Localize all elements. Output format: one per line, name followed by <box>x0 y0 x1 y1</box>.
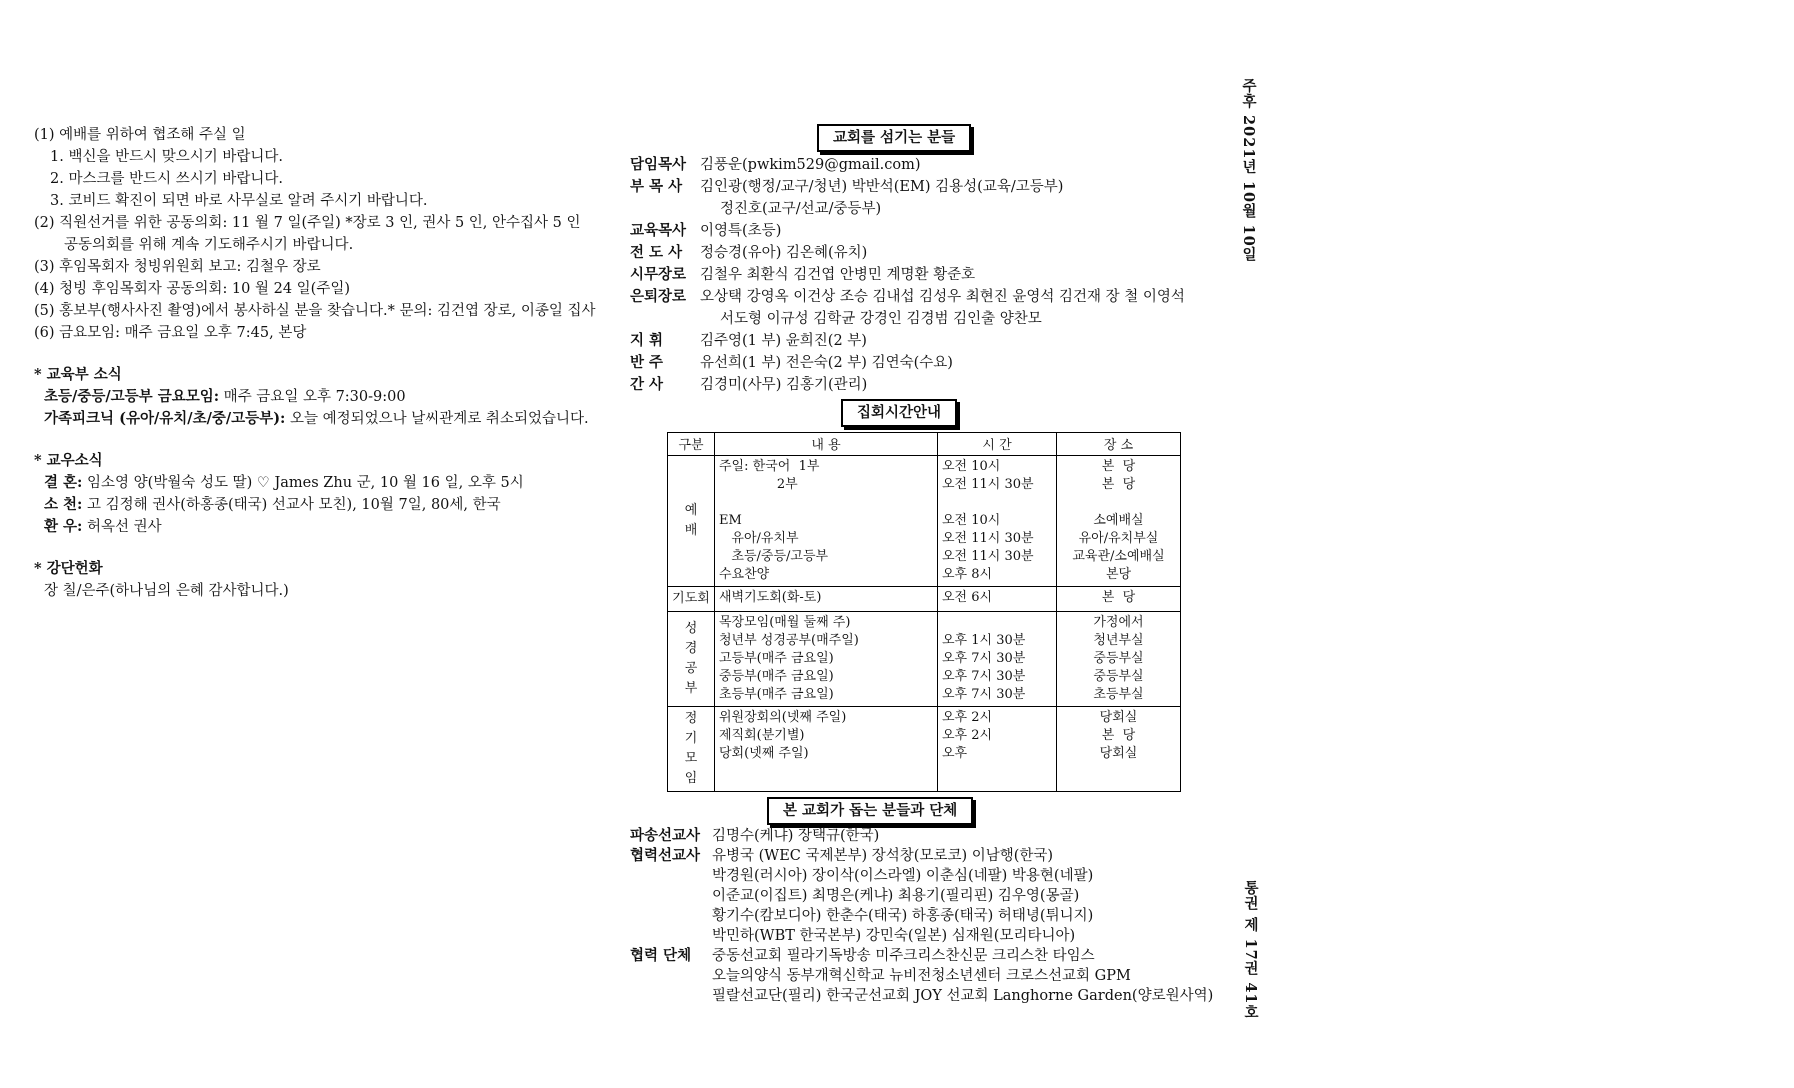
education-item-text: 매주 금요일 오후 7:30-9:00 <box>219 389 406 405</box>
schedule-row <box>668 456 1181 587</box>
notice-item: (3) 후임목회자 청빙위원회 보고: 김철우 장로 <box>34 259 321 275</box>
schedule-row <box>668 587 1181 612</box>
schedule-category-label: 예 배 <box>684 503 698 538</box>
schedule-place: 본 당 <box>1101 477 1136 492</box>
schedule-time: 오후 <box>942 746 968 761</box>
bulletin-date: 주후 2021년 10월 10일 <box>1240 78 1257 263</box>
member-news-item <box>34 472 634 494</box>
header-category: 구분 <box>668 433 715 456</box>
notice-item: (1) 예배를 위하여 협조해 주실 일 <box>34 127 246 143</box>
mission-row <box>630 946 1230 966</box>
member-news-item-label: 환 우: <box>44 518 83 535</box>
member-news-item-text: 고 김정해 권사(하홍종(태국) 선교사 모친), 10월 7일, 80세, 한국 <box>82 497 501 513</box>
schedule-row <box>668 707 1181 792</box>
notice-item: 1. 백신을 반드시 맞으시기 바랍니다. <box>50 149 283 165</box>
schedule-content: 중등부(매주 금요일) <box>719 669 834 684</box>
notice-item: 2. 마스크를 반드시 쓰시기 바랍니다. <box>50 171 283 187</box>
header-place: 장 소 <box>1057 433 1181 456</box>
altar-heading: * 강단헌화 <box>34 560 103 577</box>
schedule-category <box>668 612 715 707</box>
mission-category: 협력선교사 <box>630 847 701 864</box>
mission-names: 필랄선교단(필리) 한국군선교회 JOY 선교회 Langhorne Garden(양로원사역) <box>712 988 1214 1004</box>
mission-row <box>630 826 1230 846</box>
schedule-content: 제직회(분기별) <box>719 728 805 743</box>
schedule-row <box>668 612 1181 707</box>
schedule-time <box>942 494 1052 512</box>
schedule-content-cell <box>715 707 938 792</box>
mission-row <box>630 846 1230 866</box>
schedule-content: 수요찬양 <box>719 567 770 582</box>
staff-role: 담임목사 <box>630 156 687 173</box>
altar-flowers: 장 칠/은주(하나님의 은혜 감사합니다.) <box>44 583 289 599</box>
notice-item: 3. 코비드 확진이 되면 바로 사무실로 알려 주시기 바랍니다. <box>50 193 428 209</box>
schedule-content: 위원장회의(넷째 주일) <box>719 710 847 725</box>
mission-names: 박민하(WBT 한국본부) 강민숙(일본) 심재원(모리타니아) <box>712 928 1076 944</box>
mission-names: 박경원(러시아) 장이삭(이스라엘) 이춘심(네팔) 박용현(네팔) <box>712 868 1094 884</box>
schedule-place: 중등부실 <box>1093 651 1144 666</box>
staff-names: 유선희(1 부) 전은숙(2 부) 김연숙(수요) <box>700 355 953 371</box>
schedule-content: 새벽기도회(화-토) <box>719 590 822 605</box>
schedule-place: 청년부실 <box>1093 633 1144 648</box>
staff-names: 정진호(교구/선교/중등부) <box>720 201 882 217</box>
staff-section-title: 교회를 섬기는 분들 <box>817 124 971 152</box>
schedule-time-cell <box>938 587 1057 612</box>
staff-role: 부 목 사 <box>630 178 683 195</box>
schedule-place: 초등부실 <box>1093 687 1144 702</box>
member-news-item-label: 소 천: <box>44 496 83 513</box>
schedule-content: 유아/유치부 <box>719 531 799 546</box>
schedule-content: 2부 <box>719 477 798 492</box>
schedule-time: 오전 11시 30분 <box>942 477 1034 492</box>
staff-role: 교육목사 <box>630 222 687 239</box>
schedule-place: 본 당 <box>1101 459 1136 474</box>
schedule-content: 고등부(매주 금요일) <box>719 651 834 666</box>
schedule-content-cell <box>715 612 938 707</box>
schedule-time: 오후 7시 30분 <box>942 669 1026 684</box>
member-news-item <box>34 516 634 538</box>
schedule-table <box>667 432 1181 792</box>
education-item-label: 초등/중등/고등부 금요모임: <box>44 388 220 405</box>
schedule-content: 초등/중등/고등부 <box>719 549 829 564</box>
schedule-time: 오전 11시 30분 <box>942 549 1034 564</box>
schedule-time-cell <box>938 707 1057 792</box>
education-item-label: 가족피크닉 (유아/유치/초/중/고등부): <box>44 410 286 427</box>
schedule-time: 오후 2시 <box>942 710 993 725</box>
schedule-content: 당회(넷째 주일) <box>719 746 809 761</box>
staff-names: 김풍운(pwkim529@gmail.com) <box>700 157 921 173</box>
member-news-item-label: 결 혼: <box>44 474 83 491</box>
schedule-time: 오전 10시 <box>942 459 1001 474</box>
mission-row <box>630 866 1230 886</box>
schedule-category <box>668 587 715 612</box>
schedule-section-title: 집회시간안내 <box>841 399 957 427</box>
member-news-item-text: 임소영 양(박월숙 성도 딸) ♡ James Zhu 군, 10 월 16 일, 오후 5시 <box>82 475 524 491</box>
staff-row <box>630 374 1190 396</box>
education-news <box>34 386 634 430</box>
staff-names: 김경미(사무) 김홍기(관리) <box>700 377 868 393</box>
education-item-text: 오늘 예정되었으나 날씨관계로 취소되었습니다. <box>285 411 589 427</box>
schedule-content: EM <box>719 513 742 528</box>
staff-row <box>630 352 1190 374</box>
schedule-place: 본당 <box>1105 567 1132 582</box>
mission-names: 오늘의양식 동부개혁신학교 뉴비전청소년센터 크로스선교회 GPM <box>712 968 1131 984</box>
notice-item: (4) 청빙 후임목회자 공동의회: 10 월 24 일(주일) <box>34 281 351 297</box>
education-item <box>34 408 634 430</box>
announcements-column <box>34 124 634 602</box>
staff-names: 서도형 이규성 김학균 강경인 김경범 김인출 양찬모 <box>720 311 1042 327</box>
schedule-time: 오후 8시 <box>942 567 993 582</box>
schedule-time: 오후 1시 30분 <box>942 633 1026 648</box>
staff-names: 김주영(1 부) 윤희진(2 부) <box>700 333 867 349</box>
education-item <box>34 386 634 408</box>
schedule-content-cell <box>715 587 938 612</box>
staff-names: 김철우 최환식 김건엽 안병민 계명환 황준호 <box>700 267 976 283</box>
schedule-time: 오전 11시 30분 <box>942 531 1034 546</box>
staff-role: 전 도 사 <box>630 244 683 261</box>
schedule-place: 가정에서 <box>1093 615 1144 630</box>
schedule-place-cell <box>1057 707 1181 792</box>
schedule-time: 오전 10시 <box>942 513 1001 528</box>
member-news-item-text: 허옥선 권사 <box>82 519 162 535</box>
schedule-place: 당회실 <box>1099 746 1138 761</box>
staff-row <box>630 330 1190 352</box>
staff-role: 간 사 <box>630 376 664 393</box>
staff-row <box>630 242 1190 264</box>
schedule-place: 당회실 <box>1099 710 1138 725</box>
notice-item: (5) 홍보부(행사사진 촬영)에서 봉사하실 분을 찾습니다.* 문의: 김건엽 장로, 이종일 집사 <box>34 303 596 319</box>
header-time: 시 간 <box>938 433 1057 456</box>
bulletin-issue: 통권 제 17권 41호 <box>1242 880 1259 1021</box>
mission-row <box>630 906 1230 926</box>
schedule-time: 오후 7시 30분 <box>942 687 1026 702</box>
mission-row <box>630 966 1230 986</box>
staff-row <box>630 286 1190 308</box>
mission-names: 유병국 (WEC 국제본부) 장석창(모로코) 이남행(한국) <box>712 848 1054 864</box>
schedule-place-cell <box>1057 612 1181 707</box>
notice-list <box>34 124 634 344</box>
schedule-header-row <box>668 433 1181 456</box>
members-heading: * 교우소식 <box>34 452 103 469</box>
staff-row <box>630 264 1190 286</box>
staff-role: 지 휘 <box>630 332 664 349</box>
education-heading: * 교육부 소식 <box>34 366 122 383</box>
staff-row <box>630 176 1190 198</box>
schedule-time: 오후 7시 30분 <box>942 651 1026 666</box>
mission-row <box>630 986 1230 1006</box>
notice-item: (2) 직원선거를 위한 공동의회: 11 월 7 일(주일) *장로 3 인, 권사 5 인, 안수집사 5 인 <box>34 215 581 231</box>
staff-role: 은퇴장로 <box>630 288 687 305</box>
schedule-place <box>1061 494 1176 512</box>
schedule-place: 중등부실 <box>1093 669 1144 684</box>
mission-names: 김명수(케냐) 장택규(한국) <box>712 828 880 844</box>
staff-list <box>630 154 1190 396</box>
schedule-time: 오전 6시 <box>942 590 993 605</box>
schedule-time: 오후 2시 <box>942 728 993 743</box>
mission-category: 파송선교사 <box>630 827 701 844</box>
mission-names: 이준교(이집트) 최명은(케냐) 최용기(필리핀) 김우영(몽골) <box>712 888 1080 904</box>
schedule-time-cell <box>938 456 1057 587</box>
schedule-place: 교육관/소예배실 <box>1072 549 1165 564</box>
mission-names: 황기수(캄보디아) 한춘수(태국) 하홍종(태국) 허태녕(튀니지) <box>712 908 1094 924</box>
schedule-place-cell <box>1057 456 1181 587</box>
schedule-content: 청년부 성경공부(매주일) <box>719 633 859 648</box>
mission-row <box>630 886 1230 906</box>
schedule-time <box>942 614 1052 632</box>
schedule-content: 초등부(매주 금요일) <box>719 687 834 702</box>
schedule-category-label: 성 경 공 부 <box>684 621 698 696</box>
staff-names: 정승경(유아) 김온혜(유치) <box>700 245 868 261</box>
schedule-place: 유아/유치부실 <box>1078 531 1159 546</box>
staff-names: 오상택 강영옥 이건상 조승 김내섭 김성우 최현진 윤영석 김건재 장 철 이영석 <box>700 289 1185 305</box>
schedule-category-label: 정 기 모 임 <box>684 711 698 786</box>
schedule-content: 주일: 한국어 1부 <box>719 459 820 474</box>
staff-row <box>630 220 1190 242</box>
members-news <box>34 472 634 538</box>
schedule-category <box>668 707 715 792</box>
notice-item: 공동의회를 위해 계속 기도해주시기 바랍니다. <box>64 237 354 253</box>
staff-names: 김인광(행정/교구/청년) 박반석(EM) 김용성(교육/고등부) <box>700 179 1064 195</box>
schedule-category-label: 기도회 <box>672 591 710 606</box>
schedule-place-cell <box>1057 587 1181 612</box>
schedule-content <box>719 494 933 512</box>
schedule-time-cell <box>938 612 1057 707</box>
schedule-content: 목장모임(매월 둘째 주) <box>719 615 851 630</box>
header-content: 내 용 <box>715 433 938 456</box>
staff-names: 이영특(초등) <box>700 223 782 239</box>
mission-category: 협력 단체 <box>630 947 692 964</box>
missions-section-title: 본 교회가 돕는 분들과 단체 <box>767 797 973 825</box>
schedule-place: 본 당 <box>1101 590 1136 605</box>
schedule-content-cell <box>715 456 938 587</box>
staff-row <box>630 308 1190 330</box>
mission-row <box>630 926 1230 946</box>
notice-item: (6) 금요모임: 매주 금요일 오후 7:45, 본당 <box>34 325 307 341</box>
schedule-category <box>668 456 715 587</box>
schedule-place: 소예배실 <box>1093 513 1144 528</box>
mission-names: 중동선교회 필라기독방송 미주크리스찬신문 크리스찬 타임스 <box>712 948 1095 964</box>
member-news-item <box>34 494 634 516</box>
staff-role: 시무장로 <box>630 266 687 283</box>
staff-row <box>630 198 1190 220</box>
schedule-place: 본 당 <box>1101 728 1136 743</box>
staff-role: 반 주 <box>630 354 664 371</box>
staff-row <box>630 154 1190 176</box>
missions-list <box>630 826 1230 1006</box>
